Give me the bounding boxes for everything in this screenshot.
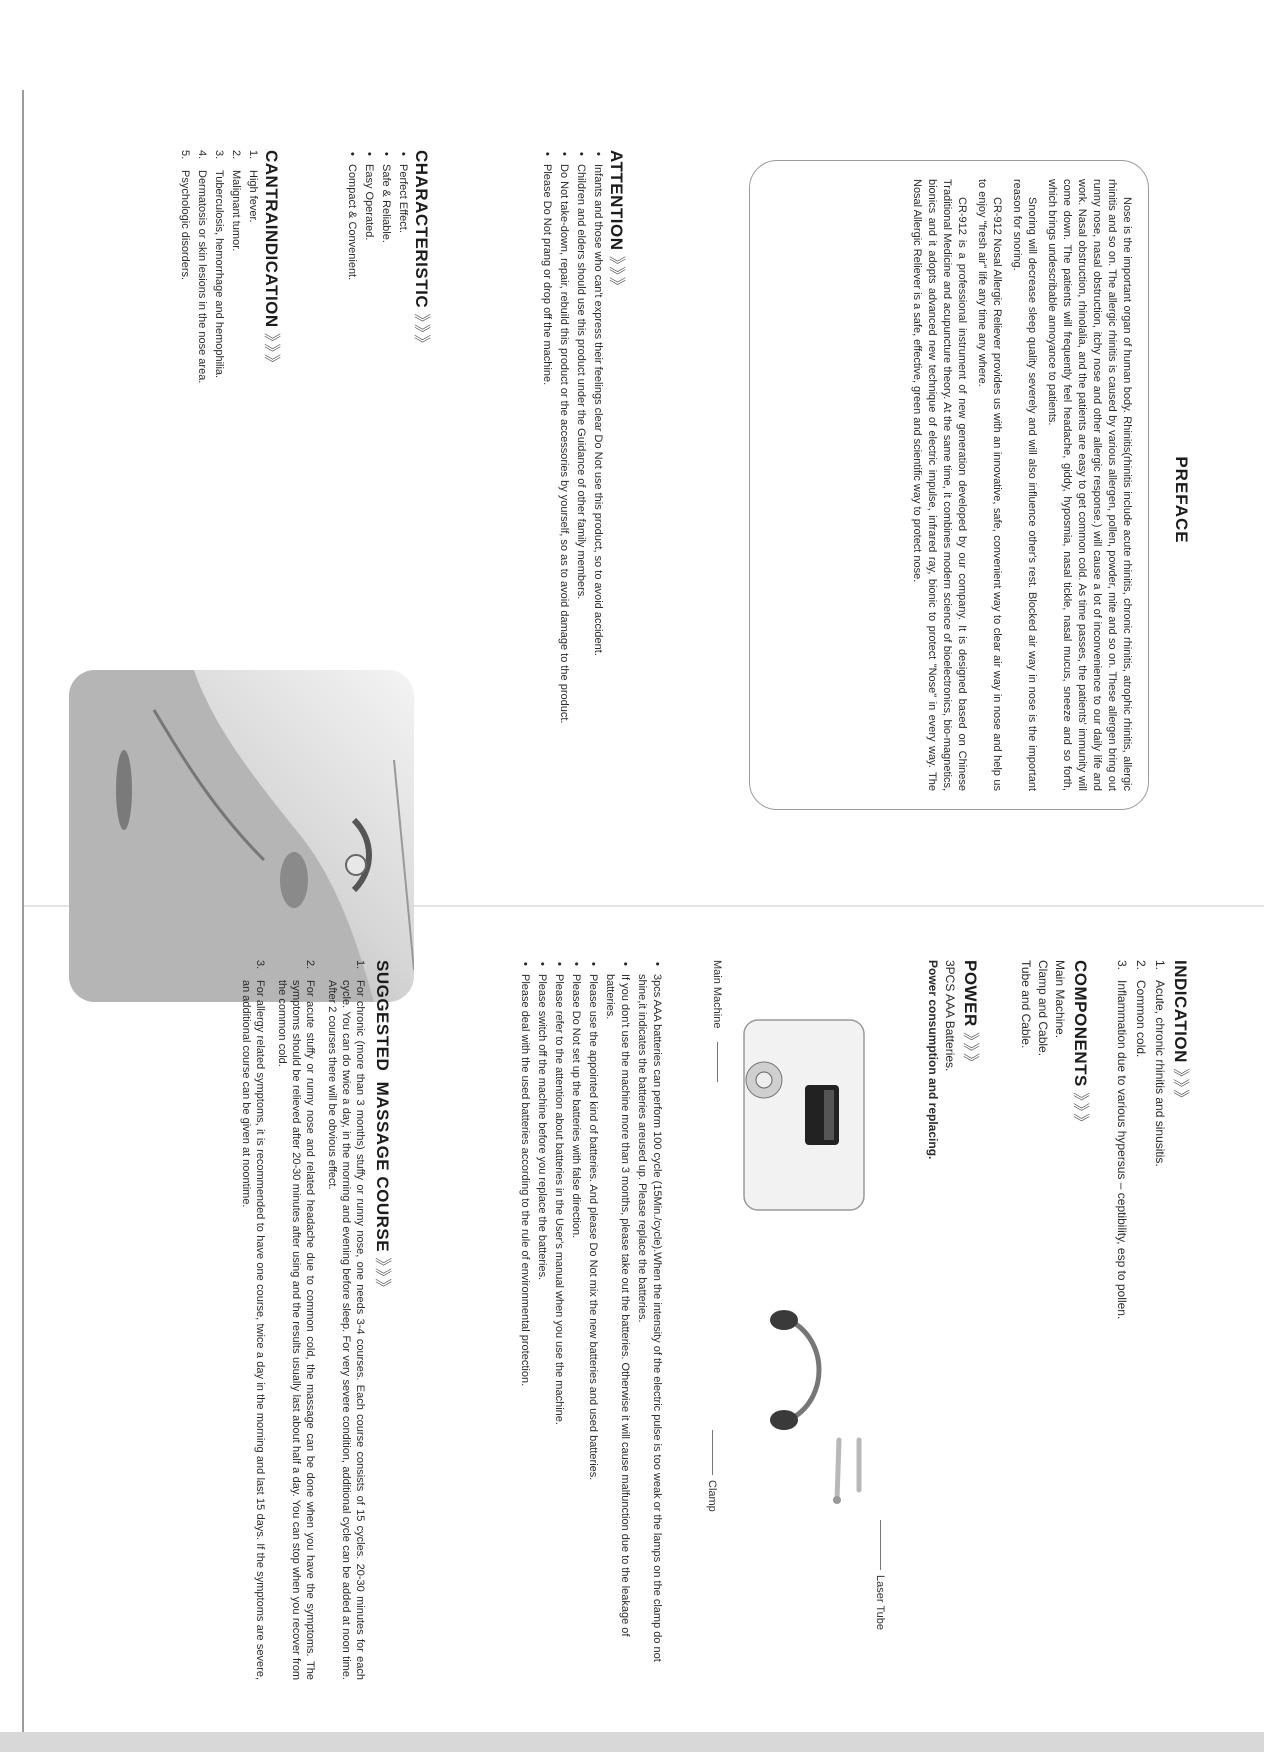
- laser-tube-label: Laser Tube: [874, 1575, 886, 1631]
- list-item: 1. For chronic (more than 3 months) stuffy or runny nose, one needs 3-4 courses. Each course consists of 15 cycles. 20-30 minutes for each cycle. You can do twice a day, in the morning and evening before sleep. For very severe condition, additional cycle can be added at noon time. After 2 courses there will be obvious effect.: [326, 960, 366, 1680]
- device-illustration: [674, 960, 899, 1680]
- characteristic-heading: [414, 150, 429, 550]
- attention-heading: [609, 150, 624, 840]
- contraindication-title: CANTRAINDICATION: [262, 150, 281, 328]
- preface-paragraph: CR-912 is a professional instrument of new generation developed by our company. It is designed based on Chinese Traditional Medicine and acupuncture theory. At the same time, it combines modern science of bioelectronics, bio-magnetics, bionics and it adopts advanced new technique of electric impulse, infrared ray, bionic to protect "Nose" in every way. The Nosal Allergic Reliever is a safe, effective, green and scientific way to protect nose.: [911, 179, 968, 791]
- list-item: • Please Do Not set up the batteries with false direction.: [568, 960, 583, 1680]
- battery-notes-list: [517, 960, 664, 1680]
- component-item: Clamp and Cable.: [1036, 960, 1050, 1057]
- attention-title: ATTENTION: [607, 150, 626, 251]
- components-section: [1017, 960, 1089, 1360]
- list-item: • If you don't use the machine more than 3 months, please take out the batteries. Otherwise it will cause malfunction due to the leakage of batteries.: [602, 960, 632, 1680]
- contraindication-heading: [264, 150, 279, 570]
- chevron-icon: 》》》: [1071, 1092, 1090, 1133]
- list-item: 5. Psychologic disorders.: [179, 150, 191, 281]
- massage-course-title: SUGGESTED MASSAGE COURSE: [373, 960, 392, 1253]
- preface-box: [749, 160, 1149, 810]
- preface-paragraph: CR-912 Nosal Allergic Reliever provides us with an innovative, safe, convenient way to clear air way in nose and help us to enjoy "fresh air" life any time any where.: [976, 179, 1003, 791]
- scan-margin-strip: [0, 1732, 1264, 1752]
- list-item: • Infants and those who can't express their feelings clear Do Not use this product, so to avoid accident.: [590, 150, 605, 840]
- components-title: COMPONENTS: [1071, 960, 1090, 1087]
- list-item: • Safe & Reliable.: [378, 150, 393, 550]
- component-item: Tube and Cable.: [1019, 960, 1033, 1049]
- preface-title: PREFACE: [1172, 456, 1191, 544]
- power-subheading: Power consumption and replacing.: [926, 960, 940, 1160]
- chevron-icon: 》》》: [373, 1257, 392, 1298]
- list-item: • Please use the appointed kind of batteries. And please Do Not mix the new batteries and used batteries.: [585, 960, 600, 1680]
- list-item: • Perfect Effect.: [395, 150, 410, 550]
- battery-notes-section: [515, 960, 664, 1680]
- massage-course-section: [231, 960, 392, 1680]
- massage-course-list: [239, 960, 367, 1680]
- components-diagram: [674, 960, 899, 1680]
- face-illustration: [69, 670, 414, 1002]
- attention-list: [539, 150, 605, 840]
- list-item: • Please switch off the machine before you replace the batteries.: [534, 960, 549, 1680]
- label-leader-line: [880, 1520, 881, 1570]
- list-item: 1. High fever.: [247, 150, 259, 223]
- indication-title: INDICATION: [1171, 960, 1190, 1063]
- attention-section: [537, 150, 624, 840]
- main-machine-label: Main Machine: [711, 960, 723, 1029]
- preface-paragraph: Nose is the important organ of human body. Rhinitis(rhinitis include acute rhinitis, chronic rhinitis, atrophic rhinitis, allergic rhinitis and so on. The allergic rhinitis is caused by various allergen, pollen, powder, mite and so on. These allergen bring out runny nose, nasal obstruction, itchy nose and other allergic response.) will cause a lot of inconvenience to our daily life and work. Nasal obstruction, rhinolalia, and the patients are easy to get common cold. As time passes, the patients' immunity will come down. The patients will frequently feel headache, giddy, hyposmia, nasal tickle, nasal mucus, sneeze and so forth, which brings undescribable annoyance to patients.: [1046, 179, 1133, 791]
- label-leader-line: [717, 1042, 718, 1082]
- list-item: 2. For acute stuffy or runny nose and related headache due to common cold, the massage can be done when you have the symptoms. The symptoms should be relieved after 20-30 minutes after using and the results usually last about half a day. You can stop when you recover from the common cold.: [276, 960, 316, 1680]
- indication-heading: [1172, 960, 1189, 1660]
- component-item: Main Machine.: [1053, 960, 1067, 1039]
- list-item: 4. Dermatosis or skin lesions in the nose area.: [196, 150, 208, 384]
- chevron-icon: 》》》: [412, 313, 431, 354]
- characteristic-title: CHARACTERISTIC: [412, 150, 431, 309]
- chevron-icon: 》》》: [262, 332, 281, 373]
- contraindication-list: [177, 150, 260, 570]
- preface-paragraph: Snoring will decrease sleep quality severely and will also influence other's rest. Blocked air way in nose is the important reason for snoring.: [1011, 179, 1038, 791]
- list-item: • 3pcs AAA batteries can perform 100 cycle (15Min./cycle).When the intensity of the electric pulse is too weak or the lamps on the clamp do not shine,it indicates the batteries areused up. Please replace the batteries.: [634, 960, 664, 1680]
- chevron-icon: 》》》: [961, 1031, 980, 1072]
- characteristic-section: [342, 150, 429, 550]
- list-item: • Please refer to the attention about batteries in the User's manual when you use the machine.: [551, 960, 566, 1680]
- contraindication-section: [175, 150, 279, 570]
- list-item: • Please Do Not prang or drop off the machine.: [539, 150, 554, 840]
- chevron-icon: 》》》: [1171, 1068, 1190, 1109]
- label-leader-line: [712, 1430, 713, 1475]
- list-item: • Do Not take-down, repair, rebuild this product or the accessories by yourself, so as to avoid damage to the product.: [556, 150, 571, 840]
- list-item: • Please deal with the used batteries according to the rule of environmental protection.: [517, 960, 532, 1680]
- list-item: 2. Malignant tumor.: [230, 150, 242, 252]
- power-batteries: 3PCS AAA Batteries.: [943, 960, 957, 1072]
- list-item: • Compact & Convenient.: [344, 150, 359, 550]
- power-section: [924, 960, 979, 1360]
- nose-device-photo: [69, 670, 414, 1002]
- list-item: • Easy Operated.: [361, 150, 376, 550]
- characteristic-list: [344, 150, 410, 550]
- indication-section: [1111, 960, 1189, 1660]
- list-item: 3. For allergy related symptoms, it is recommended to have one course, twice a day in the morning and last 15 days. If the symptoms are severe, an additional course can be given at noontime.: [240, 960, 266, 1680]
- list-item: 3. Tuberculosis, hemorrhage and hemophilia.: [213, 150, 225, 379]
- list-item: 3. Inflammation due to various hypersus – ceptibility, esp to pollen.: [1115, 960, 1129, 1320]
- components-heading: [1072, 960, 1089, 1360]
- indication-list: [1113, 960, 1168, 1660]
- clamp-label: Clamp: [706, 1480, 718, 1512]
- power-heading: [962, 960, 979, 1360]
- chevron-icon: 》》》: [607, 255, 626, 296]
- list-item: 2. Common cold.: [1134, 960, 1148, 1058]
- scan-edge-line: [22, 90, 24, 1752]
- list-item: 1. Acute, chronic rhinitis and sinusitis.: [1153, 960, 1167, 1167]
- list-item: • Children and elders should use this product under the Guidance of other family members.: [573, 150, 588, 840]
- massage-course-heading: [373, 960, 392, 1680]
- power-title: POWER: [961, 960, 980, 1027]
